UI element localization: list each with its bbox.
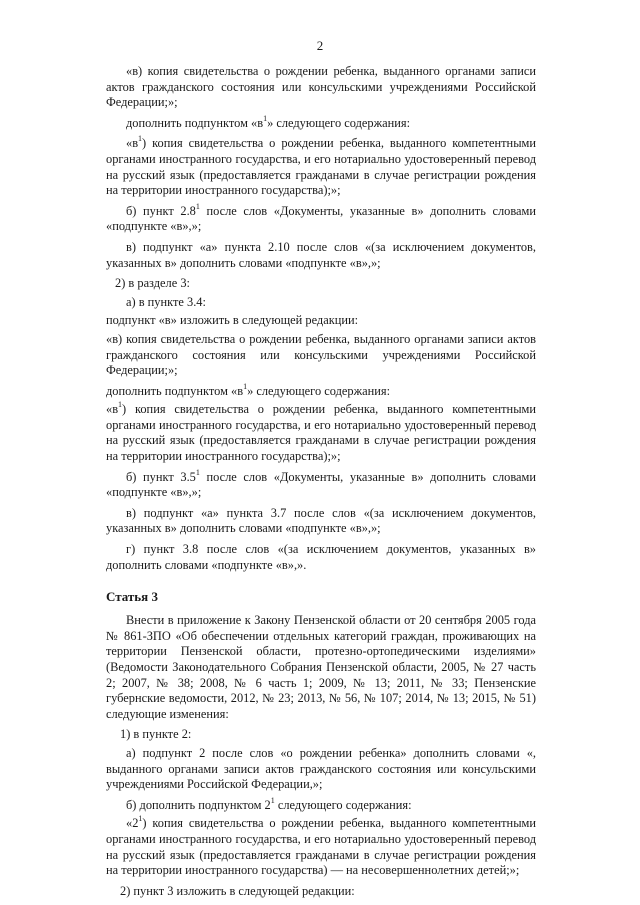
superscript: 1: [263, 113, 268, 123]
paragraph-4-text-a: б) пункт 2.8: [126, 203, 196, 218]
paragraph-2-text-b: » следующего содержания:: [267, 115, 411, 130]
paragraph-18-text-b: следующего содержания:: [274, 797, 412, 812]
paragraph-18: [106, 795, 536, 814]
superscript: 1: [138, 814, 143, 824]
page-number: 2: [316, 38, 324, 53]
superscript: 1: [195, 467, 200, 477]
paragraph-19: [106, 816, 536, 878]
paragraph-16: 1) в пункте 2:: [120, 727, 192, 742]
paragraph-10-text-a: дополнить подпунктом «в: [106, 383, 244, 398]
paragraph-18-text-a: б) дополнить подпунктом 2: [126, 797, 271, 812]
paragraph-6: 2) в разделе 3:: [115, 276, 190, 291]
paragraph-11-text-a: «в: [106, 402, 119, 417]
paragraph-11: [106, 402, 536, 464]
paragraph-15: Внести в приложение к Закону Пензенской области от 20 сентября 2005 года № 861-ЗПО «Об обеспечении отдельных категорий граждан, проживающих на территории Пензенской области, протезно-ортопедическими изделиями» (Ведомости Законодательного Собрания Пензенской области, 2005, № 27 часть 2; 2007, № 38; 2008, № 6 часть 1; 2009, № 13; 2011, № 33; Пензенские губернские ведомости, 2012, № 23; 2013, № 56, № 107; 2014, № 13; 2015, № 51) следующие изменения:: [106, 613, 536, 721]
paragraph-7: а) в пункте 3.4:: [126, 294, 206, 309]
paragraph-17: а) подпункт 2 после слов «о рождении ребенка» дополнить словами «, выданного органами записи актов гражданского состояния или консульскими учреждениями Российской Федерации,»;: [106, 745, 536, 792]
paragraph-2-text-a: дополнить подпунктом «в: [126, 115, 264, 130]
document-body: [106, 64, 536, 902]
paragraph-5: в) подпункт «а» пункта 2.10 после слов «(за исключением документов, указанных в» дополнить словами «подпункте «в»,»;: [106, 239, 536, 270]
superscript: 1: [270, 795, 275, 805]
paragraph-19-text-a: «2: [126, 816, 139, 831]
paragraph-9: «в) копия свидетельства о рождении ребенка, выданного органами записи актов гражданского состояния или консульскими учреждениями Российской Федерации;»;: [106, 331, 536, 378]
paragraph-19-text-b: ) копия свидетельства о рождении ребенка, выданного компетентными органами иностранного государства, и его нотариально удостоверенный перевод на русский язык (предоставляется гражданами в случае регистрации рождения на территории иностранного государства) — на несовершеннолетних детей;»;: [106, 816, 536, 878]
paragraph-8: подпункт «в» изложить в следующей редакции:: [106, 313, 359, 328]
paragraph-12-text-a: б) пункт 3.5: [126, 469, 196, 484]
paragraph-1: «в) копия свидетельства о рождении ребенка, выданного органами записи актов гражданского состояния или консульскими учреждениями Российской Федерации;»;: [106, 64, 536, 110]
superscript: 1: [243, 381, 248, 391]
superscript: 1: [195, 201, 200, 211]
superscript: 1: [138, 134, 143, 144]
superscript: 1: [118, 400, 123, 410]
paragraph-20: 2) пункт 3 изложить в следующей редакции:: [120, 883, 355, 898]
paragraph-14: г) пункт 3.8 после слов «(за исключением документов, указанных в» дополнить словами «подпункте «в»,».: [106, 542, 536, 572]
paragraph-3-text-a: «в: [126, 136, 139, 151]
paragraph-12-text-b: после слов «Документы, указанные в» дополнить словами «подпункте «в»,»;: [106, 469, 536, 500]
paragraph-2: [106, 113, 536, 132]
paragraph-3-text-b: ) копия свидетельства о рождении ребенка, выданного компетентными органами иностранного государства, и его нотариально удостоверенный перевод на русский язык (предоставляется гражданами в случае регистрации рождения на территории иностранного государства);»;: [106, 136, 536, 198]
paragraph-3: [106, 136, 536, 198]
paragraph-10: [106, 381, 536, 400]
paragraph-4-text-b: после слов «Документы, указанные в» дополнить словами «подпункте «в»,»;: [106, 203, 536, 234]
section-heading: Статья 3: [106, 589, 158, 605]
paragraph-11-text-b: ) копия свидетельства о рождении ребенка, выданного компетентными органами иностранного государства, и его нотариально удостоверенный перевод на русский язык (предоставляется гражданами в случае регистрации рождения на территории иностранного государства);»;: [106, 402, 536, 464]
paragraph-10-text-b: » следующего содержания:: [247, 383, 391, 398]
paragraph-12: [106, 467, 536, 501]
paragraph-4: [106, 201, 536, 235]
paragraph-13: в) подпункт «а» пункта 3.7 после слов «(за исключением документов, указанных в» дополнить словами «подпункте «в»,»;: [106, 505, 536, 536]
